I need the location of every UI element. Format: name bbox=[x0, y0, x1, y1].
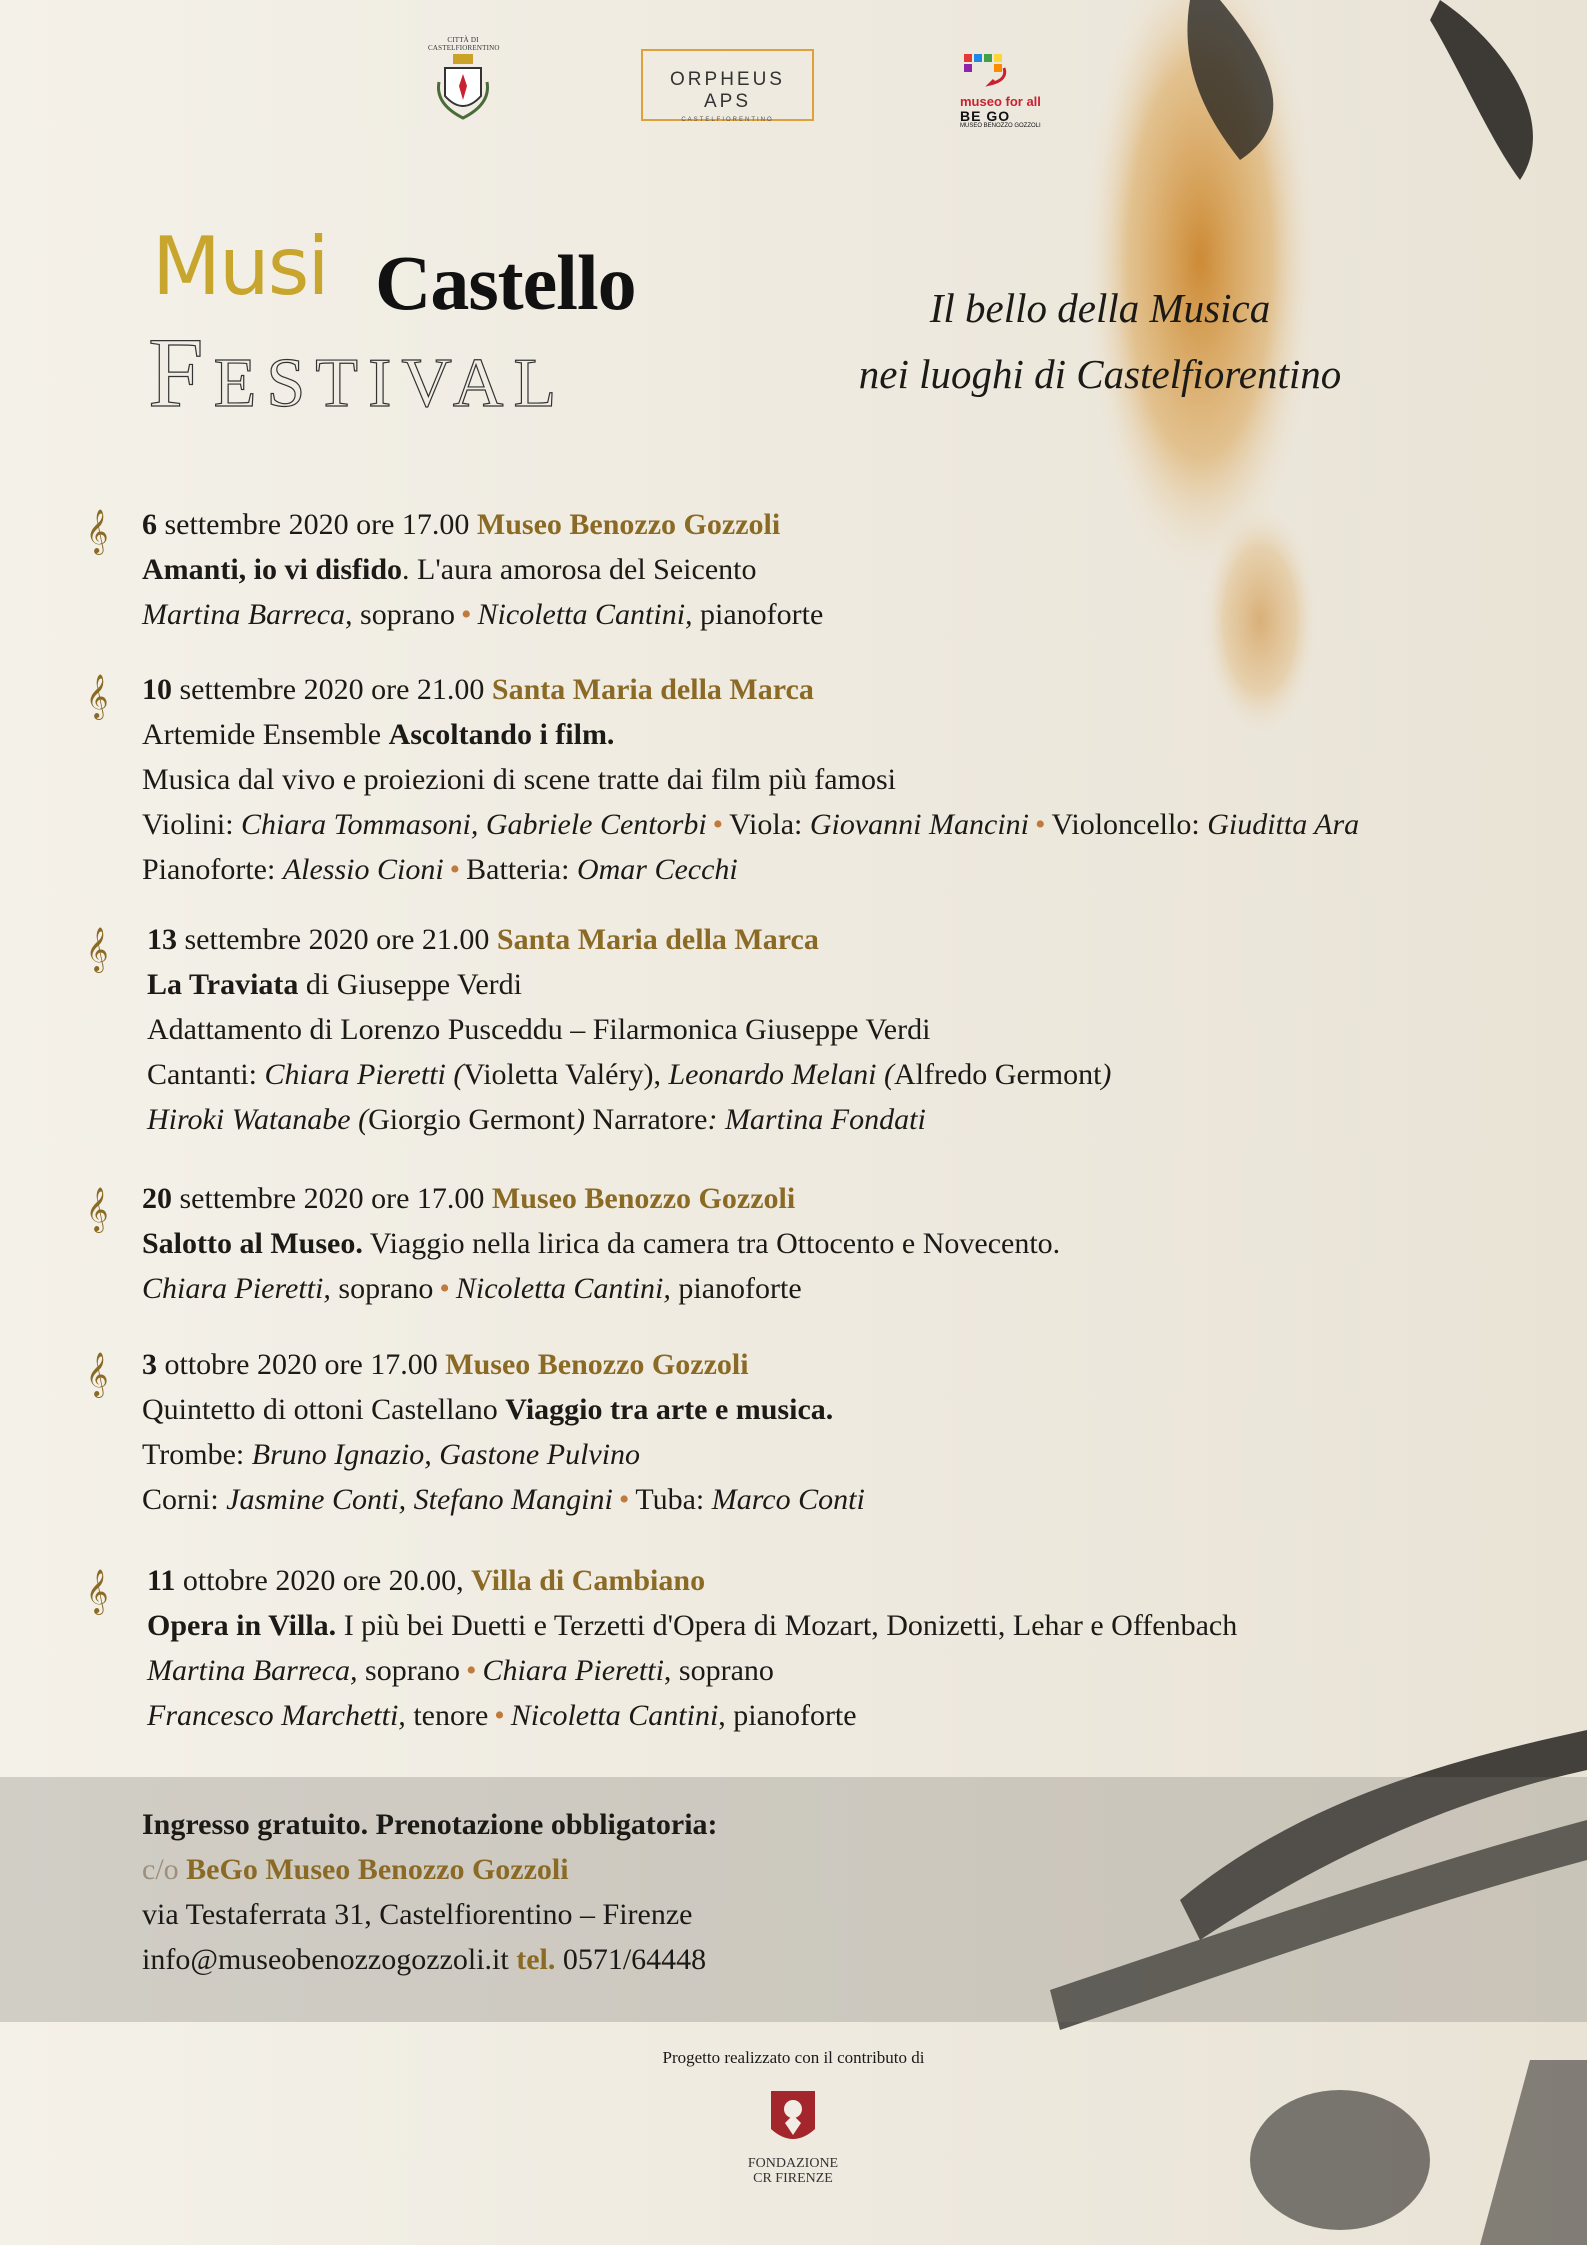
event-day: 13 bbox=[147, 923, 177, 956]
event-title: Amanti, io vi disfido bbox=[142, 553, 403, 586]
event-date: settembre 2020 ore 21.00 bbox=[177, 923, 497, 956]
performer: Giuditta Ara bbox=[1207, 808, 1360, 841]
performer: Alessio Cioni bbox=[282, 853, 444, 886]
performer: Martina Barreca, bbox=[142, 598, 353, 631]
performer: Omar Cecchi bbox=[576, 853, 738, 886]
title-festival-text: Festival bbox=[148, 317, 567, 428]
separator-dot: • bbox=[618, 1483, 630, 1516]
ensemble-name: Quintetto di ottoni Castellano bbox=[142, 1393, 506, 1426]
character-role: Giorgio Germont bbox=[368, 1103, 576, 1136]
treble-clef-icon: 𝄞 bbox=[86, 511, 109, 553]
performer-role: soprano bbox=[357, 1654, 461, 1687]
contact-co: c/o bbox=[142, 1853, 187, 1886]
separator-dot: • bbox=[466, 1654, 477, 1687]
museo-grid-icon bbox=[960, 50, 1010, 90]
event-title: La Traviata bbox=[147, 968, 299, 1001]
event-description: Musica dal vivo e proiezioni di scene tratte dai film più famosi bbox=[142, 763, 896, 796]
separator-dot: • bbox=[449, 853, 461, 886]
performer: Francesco Marchetti, bbox=[147, 1699, 406, 1732]
event-venue: Museo Benozzo Gozzoli bbox=[476, 508, 781, 541]
museo-line3: MUSEO BENOZZO GOZZOLI bbox=[960, 123, 1041, 129]
instrument-label: Violoncello: bbox=[1051, 808, 1208, 841]
instrument-label: Corni: bbox=[142, 1483, 227, 1516]
performer: Hiroki Watanabe ( bbox=[147, 1103, 369, 1136]
instrument-label: Tuba: bbox=[635, 1483, 712, 1516]
event-day: 20 bbox=[142, 1182, 172, 1215]
event-day: 6 bbox=[142, 508, 157, 541]
contact-tel-label: tel. bbox=[516, 1943, 556, 1976]
orpheus-name: ORPHEUS APS bbox=[670, 69, 785, 112]
event-venue: Museo Benozzo Gozzoli bbox=[445, 1348, 749, 1381]
instrument-label: Violini: bbox=[142, 808, 242, 841]
event-1 bbox=[142, 502, 823, 637]
narrator: : Martina Fondati bbox=[707, 1103, 926, 1136]
event-title: Viaggio tra arte e musica. bbox=[505, 1393, 834, 1426]
tagline-line1: Il bello della Musica bbox=[929, 285, 1271, 331]
performer: Bruno Ignazio, Gastone Pulvino bbox=[251, 1438, 641, 1471]
title-festival bbox=[148, 318, 566, 428]
event-5 bbox=[142, 1342, 865, 1522]
separator-dot: • bbox=[1035, 808, 1046, 841]
performer: Chiara Pieretti, bbox=[142, 1272, 331, 1305]
separator-dot: • bbox=[461, 598, 472, 631]
fondazione-logo bbox=[718, 2085, 868, 2186]
comune-text: CITTÀ DI CASTELFIORENTINO bbox=[428, 36, 500, 52]
cast-label: Cantanti: bbox=[147, 1058, 265, 1091]
performer: Giovanni Mancini bbox=[809, 808, 1029, 841]
performer-role: , soprano bbox=[663, 1654, 774, 1687]
event-date: settembre 2020 ore 17.00 bbox=[172, 1182, 492, 1215]
separator-dot: • bbox=[494, 1699, 505, 1732]
performer: Nicoletta Cantini bbox=[510, 1699, 719, 1732]
instrument-label: Pianoforte: bbox=[142, 853, 283, 886]
performer-role: soprano bbox=[352, 598, 456, 631]
event-6 bbox=[147, 1558, 1237, 1738]
event-4 bbox=[142, 1176, 1060, 1311]
instrument-label: Viola: bbox=[729, 808, 810, 841]
contact-heading: Ingresso gratuito. Prenotazione obbligatoria: bbox=[142, 1808, 718, 1841]
treble-clef-icon: 𝄞 bbox=[86, 1189, 109, 1231]
event-venue: Santa Maria della Marca bbox=[491, 673, 814, 706]
narrator-label: Narratore bbox=[585, 1103, 708, 1136]
contact-info bbox=[142, 1802, 718, 1982]
event-venue: Villa di Cambiano bbox=[471, 1564, 706, 1597]
orpheus-logo bbox=[641, 49, 814, 121]
punctuation: ) bbox=[1101, 1058, 1112, 1091]
event-day: 11 bbox=[147, 1564, 176, 1597]
event-venue: Santa Maria della Marca bbox=[496, 923, 819, 956]
treble-clef-icon: 𝄞 bbox=[86, 1354, 109, 1396]
ensemble-name: Artemide Ensemble bbox=[142, 718, 389, 751]
separator-dot: • bbox=[439, 1272, 450, 1305]
tagline bbox=[820, 275, 1380, 407]
performer: Martina Barreca, bbox=[147, 1654, 358, 1687]
performer: Nicoletta Cantini, bbox=[477, 598, 693, 631]
fondazione-line2: CR FIRENZE bbox=[753, 2171, 833, 2186]
contact-email[interactable]: info@museobenozzogozzoli.it bbox=[142, 1943, 517, 1976]
fondazione-line1: FONDAZIONE bbox=[747, 2156, 839, 2171]
performer: Marco Conti bbox=[711, 1483, 865, 1516]
orpheus-sub: CASTELFIORENTINO bbox=[681, 117, 774, 123]
footer-credit: Progetto realizzato con il contributo di bbox=[662, 2048, 925, 2067]
instrument-label: Batteria: bbox=[466, 853, 577, 886]
event-title: Ascoltando i film. bbox=[388, 718, 615, 751]
fondazione-emblem-icon bbox=[763, 2085, 823, 2151]
event-day: 10 bbox=[142, 673, 172, 706]
treble-clef-icon: 𝄞 bbox=[86, 676, 109, 718]
performer: Leonardo Melani ( bbox=[660, 1058, 894, 1091]
title-musi: Musi bbox=[152, 220, 328, 313]
contact-tel[interactable]: 0571/64448 bbox=[555, 1943, 707, 1976]
performer-role: pianoforte bbox=[670, 1272, 802, 1305]
character-role: Violetta Valéry bbox=[463, 1058, 644, 1091]
instrument-label: Trombe: bbox=[142, 1438, 252, 1471]
performer-role: , pianoforte bbox=[718, 1699, 857, 1732]
performer: Nicoletta Cantini, bbox=[455, 1272, 671, 1305]
museo-line2: BE GO bbox=[960, 108, 1011, 124]
punctuation: ) bbox=[575, 1103, 586, 1136]
event-2 bbox=[142, 667, 1359, 892]
performer: Chiara Pieretti ( bbox=[264, 1058, 464, 1091]
treble-clef-icon: 𝄞 bbox=[86, 929, 109, 971]
event-date: settembre 2020 ore 17.00 bbox=[157, 508, 477, 541]
event-3 bbox=[147, 917, 1111, 1142]
character-role: Alfredo Germont bbox=[893, 1058, 1102, 1091]
event-subtitle: . L'aura amorosa del Seicento bbox=[402, 553, 757, 586]
museo-for-all-logo bbox=[960, 50, 1044, 130]
event-date: ottobre 2020 ore 20.00, bbox=[175, 1564, 472, 1597]
performer-role: pianoforte bbox=[692, 598, 824, 631]
title-castello: Castello bbox=[375, 239, 636, 326]
event-adaptation: Adattamento di Lorenzo Pusceddu – Filarmonica Giuseppe Verdi bbox=[147, 1013, 931, 1046]
event-title: Salotto al Museo. bbox=[142, 1227, 363, 1260]
performer: Chiara Tommasoni, Gabriele Centorbi bbox=[241, 808, 707, 841]
tagline-line2: nei luoghi di Castelfiorentino bbox=[858, 351, 1342, 397]
contact-address: via Testaferrata 31, Castelfiorentino – Firenze bbox=[142, 1898, 693, 1931]
performer-role: soprano bbox=[330, 1272, 434, 1305]
event-subtitle: di Giuseppe Verdi bbox=[298, 968, 522, 1001]
event-day: 3 bbox=[142, 1348, 157, 1381]
performer: Chiara Pieretti bbox=[482, 1654, 664, 1687]
punctuation: ), bbox=[643, 1058, 661, 1091]
museo-line1: museo for all bbox=[960, 94, 1041, 109]
performer-role: tenore bbox=[405, 1699, 489, 1732]
contact-venue: BeGo Museo Benozzo Gozzoli bbox=[186, 1853, 569, 1886]
coat-of-arms-icon bbox=[433, 52, 493, 122]
event-subtitle: Viaggio nella lirica da camera tra Ottocento e Novecento. bbox=[362, 1227, 1061, 1260]
event-subtitle: I più bei Duetti e Terzetti d'Opera di Mozart, Donizetti, Lehar e Offenbach bbox=[336, 1609, 1238, 1642]
treble-clef-icon: 𝄞 bbox=[86, 1571, 109, 1613]
performer: Jasmine Conti, Stefano Mangini bbox=[226, 1483, 613, 1516]
event-title: Opera in Villa. bbox=[147, 1609, 337, 1642]
comune-logo bbox=[428, 36, 498, 127]
event-venue: Museo Benozzo Gozzoli bbox=[491, 1182, 796, 1215]
event-date: settembre 2020 ore 21.00 bbox=[172, 673, 492, 706]
separator-dot: • bbox=[712, 808, 724, 841]
event-date: ottobre 2020 ore 17.00 bbox=[157, 1348, 446, 1381]
